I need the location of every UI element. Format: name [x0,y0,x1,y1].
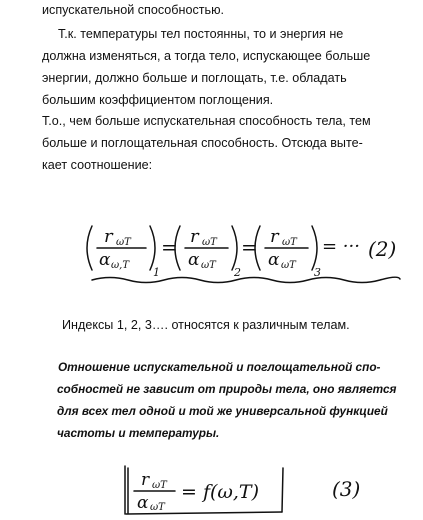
eq3-rhs: = f(ω,T) [181,481,260,503]
eq2-den-1: α [99,250,111,270]
eq2-den-sub-3: ωT [281,260,296,271]
equation-2 [0,208,423,298]
eq2-num-2: r [190,226,199,247]
paragraph-line-7: больше и поглощательная способность. Отсюда выте- [42,136,363,150]
eq2-num-sub-2: ωT [202,237,217,248]
paragraph-line-1: испускательной способностью. [42,3,225,17]
statement-line-1: Отношение испускательной и поглощательной спо- [58,360,381,374]
eq2-num-sub-1: ωT [116,237,131,248]
eq3-num: r [141,470,150,490]
paragraph-line-4: энергии, должно больше и поглощать, т.е. обладать [42,71,347,85]
eq2-equals-1: = [161,235,178,259]
paragraph-line-3: должна изменяться, а тогда тело, испускающее больше [42,49,371,63]
eq2-num-1: r [104,226,113,247]
indices-note: Индексы 1, 2, 3…. относятся к различным телам. [62,318,350,332]
equation-3 [0,460,423,520]
paragraph-line-8: кает соотношение: [42,158,153,172]
eq2-den-3: α [268,250,280,270]
statement-line-4: частоты и температуры. [57,426,220,440]
eq2-den-sub-2: ωT [201,260,216,271]
paragraph-line-6: Т.о., чем больше испускательная способность тела, тем [42,114,371,128]
eq2-number: (2) [368,237,397,261]
eq2-equals-2: = [241,235,258,259]
eq3-den: α [137,493,149,513]
eq2-index-2: 2 [234,266,241,279]
eq2-num-3: r [270,226,279,247]
eq3-den-sub: ωT [150,502,165,513]
eq3-number: (3) [332,477,361,501]
statement-line-3: для всех тел одной и той же универсальной функцией [57,404,388,418]
eq2-ellipsis: = ··· [322,236,360,257]
eq2-den-sub-1: ω,T [111,260,130,271]
eq2-index-1: 1 [153,266,160,279]
eq3-num-sub: ωT [152,480,167,491]
eq2-num-sub-3: ωT [282,237,297,248]
paragraph-line-5: большим коэффициентом поглощения. [42,93,274,107]
eq2-index-3: 3 [314,266,321,279]
paragraph-line-2: Т.к. температуры тел постоянны, то и энергия не [58,27,344,41]
statement-line-2: собностей не зависит от природы тела, оно является [57,382,397,396]
eq2-den-2: α [188,250,200,270]
